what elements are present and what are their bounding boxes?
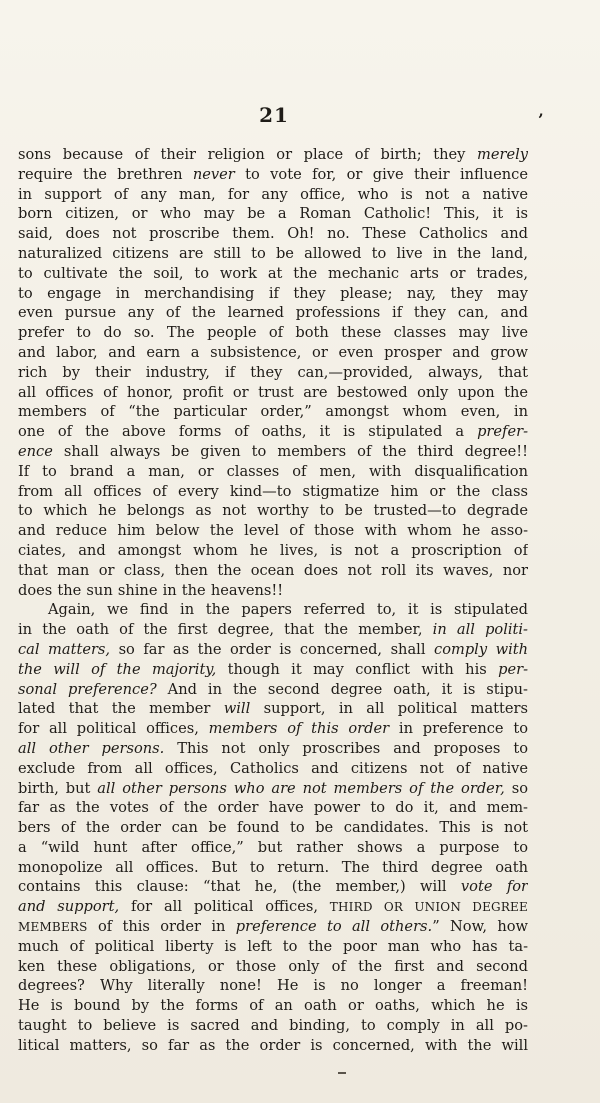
text-line <box>18 224 528 244</box>
text-run: so far as the order is concerned, shall <box>110 640 435 658</box>
text-run: in preference to <box>389 720 528 738</box>
italic-phrase: the will of the majority, <box>18 660 217 678</box>
text-run: He is bound by the forms of an oath or oaths, which he is <box>18 997 528 1015</box>
text-run: said, does not proscribe them. Oh! no. These Catholics and <box>18 225 528 243</box>
text-line <box>18 185 528 205</box>
italic-phrase: prefer- <box>477 423 528 441</box>
text-run: to vote for, or give their influence <box>234 165 528 183</box>
text-run: for all political offices, <box>18 720 209 738</box>
text-line <box>18 1036 528 1056</box>
body-text <box>18 145 528 1056</box>
text-run: that man or class, then the ocean does not roll its waves, nor <box>18 561 528 579</box>
text-run: does the sun shine in the heavens!! <box>18 581 284 599</box>
italic-phrase: vote for <box>460 878 528 896</box>
text-line <box>18 204 528 224</box>
text-line <box>18 244 528 264</box>
text-run: If to brand a man, or classes of men, with disqualification <box>18 462 528 480</box>
text-line <box>18 363 528 383</box>
text-run: shall always be given to members of the third degree!! <box>52 442 528 460</box>
text-run: monopolize all offices. But to return. The third degree oath <box>18 858 528 876</box>
text-run: and reduce him below the level of those with whom he asso- <box>18 522 528 540</box>
text-run: a “wild hunt after office,” but rather shows a purpose to <box>18 838 528 856</box>
text-run: members of “the particular order,” amongst whom even, in <box>18 403 528 421</box>
text-run: ciates, and amongst whom he lives, is not a proscription of <box>18 541 528 559</box>
small-caps-phrase: THIRD OR UNION DEGREE <box>329 900 528 915</box>
text-line <box>18 699 528 719</box>
text-run: even pursue any of the learned professions if they can, and <box>18 304 528 322</box>
text-line <box>18 877 528 897</box>
italic-phrase: per- <box>498 660 528 678</box>
italic-phrase: will <box>223 700 251 718</box>
text-run: And in the second degree oath, it is stipu- <box>156 680 528 698</box>
text-run: support, in all political matters <box>250 700 528 718</box>
text-line <box>18 957 528 977</box>
text-run: ” Now, how <box>432 918 528 936</box>
text-line <box>18 145 528 165</box>
text-run: exclude from all offices, Catholics and citizens not of native <box>18 759 528 777</box>
text-run: taught to believe is sacred and binding, to comply in all po- <box>18 1017 528 1035</box>
text-line <box>18 462 528 482</box>
small-caps-phrase: MEMBERS <box>18 920 88 935</box>
text-line <box>18 521 528 541</box>
italic-phrase: members of this order <box>208 720 390 738</box>
text-line <box>18 680 528 700</box>
text-line <box>18 323 528 343</box>
text-run: so <box>504 779 528 797</box>
italic-phrase: in all politi- <box>432 621 528 639</box>
text-run: contains this clause: “that he, (the member,) will <box>18 878 461 896</box>
italic-phrase: all other persons who are not members of the order, <box>97 779 505 797</box>
text-line <box>18 1016 528 1036</box>
text-run: birth, but <box>18 779 98 797</box>
text-run: of this order in <box>87 918 236 936</box>
text-run: though it may conflict with his <box>216 660 499 678</box>
text-run: bers of the order can be found to be candidates. This is not <box>18 819 528 837</box>
text-line <box>18 620 528 640</box>
italic-phrase: and support, <box>18 898 120 916</box>
text-line <box>18 719 528 739</box>
text-run: prefer to do so. The people of both these classes may live <box>18 324 528 342</box>
italic-phrase: preference to all others. <box>235 918 433 936</box>
text-run: lated that the member <box>18 700 224 718</box>
text-run: one of the above forms of oaths, it is stipulated a <box>18 423 478 441</box>
italic-phrase: merely <box>477 146 528 163</box>
text-line <box>18 501 528 521</box>
text-run: in the oath of the first degree, that the member, <box>18 621 433 639</box>
text-run: Again, we find in the papers referred to, it is stipulated <box>48 601 528 619</box>
italic-phrase: sonal preference? <box>18 680 157 698</box>
text-run: from all offices of every kind—to stigmatize him or the class <box>18 482 528 500</box>
italic-phrase: all other persons. <box>18 739 165 757</box>
italic-phrase: cal matters, <box>18 640 111 658</box>
text-line <box>18 996 528 1016</box>
text-run: degrees? Why literally none! He is no longer a freeman! <box>18 977 528 995</box>
text-line <box>18 442 528 462</box>
text-run: This not only proscribes and proposes to <box>164 739 528 757</box>
text-line <box>18 640 528 660</box>
stray-ink-mark: ’ <box>538 110 544 129</box>
text-line <box>18 818 528 838</box>
italic-phrase: never <box>192 165 235 183</box>
text-line <box>18 581 528 601</box>
text-line <box>18 779 528 799</box>
text-run: born citizen, or who may be a Roman Catholic! This, it is <box>18 205 528 223</box>
text-run: require the brethren <box>18 165 193 183</box>
text-line <box>18 383 528 403</box>
text-line <box>18 858 528 878</box>
page-number: 21 <box>259 103 289 127</box>
text-line <box>18 402 528 422</box>
text-run: for all political offices, <box>119 898 330 916</box>
text-line <box>18 264 528 284</box>
text-run: rich by their industry, if they can,—provided, always, that <box>18 363 528 381</box>
text-line <box>18 284 528 304</box>
text-run: sons because of their religion or place of birth; they <box>18 146 477 163</box>
text-run: litical matters, so far as the order is concerned, with the will <box>18 1036 528 1054</box>
text-line <box>18 976 528 996</box>
text-line <box>18 482 528 502</box>
text-run: all offices of honor, profit or trust are bestowed only upon the <box>18 383 528 401</box>
text-line <box>18 917 528 937</box>
text-line <box>18 660 528 680</box>
text-run: naturalized citizens are still to be allowed to live in the land, <box>18 244 528 262</box>
text-line <box>18 739 528 759</box>
text-run: in support of any man, for any office, who is not a native <box>18 185 528 203</box>
text-line <box>18 343 528 363</box>
text-run: to cultivate the soil, to work at the mechanic arts or trades, <box>18 264 528 282</box>
text-line <box>18 838 528 858</box>
italic-phrase: ence <box>18 442 53 460</box>
text-run: and labor, and earn a subsistence, or even prosper and grow <box>18 343 528 361</box>
text-line <box>18 541 528 561</box>
text-run: to engage in merchandising if they please; nay, they may <box>18 284 528 302</box>
text-line <box>18 561 528 581</box>
text-line <box>18 165 528 185</box>
text-run: far as the votes of the order have power to do it, and mem- <box>18 799 528 817</box>
text-line <box>18 798 528 818</box>
text-line <box>18 759 528 779</box>
text-line <box>18 422 528 442</box>
text-line <box>18 937 528 957</box>
text-line <box>18 303 528 323</box>
italic-phrase: comply with <box>434 640 528 658</box>
bottom-printer-mark <box>338 1072 346 1074</box>
text-line <box>18 600 528 620</box>
text-line <box>18 897 528 917</box>
text-run: ken these obligations, or those only of the first and second <box>18 957 528 975</box>
text-run: to which he belongs as not worthy to be trusted—to degrade <box>18 502 528 520</box>
text-run: much of political liberty is left to the poor man who has ta- <box>18 937 528 955</box>
